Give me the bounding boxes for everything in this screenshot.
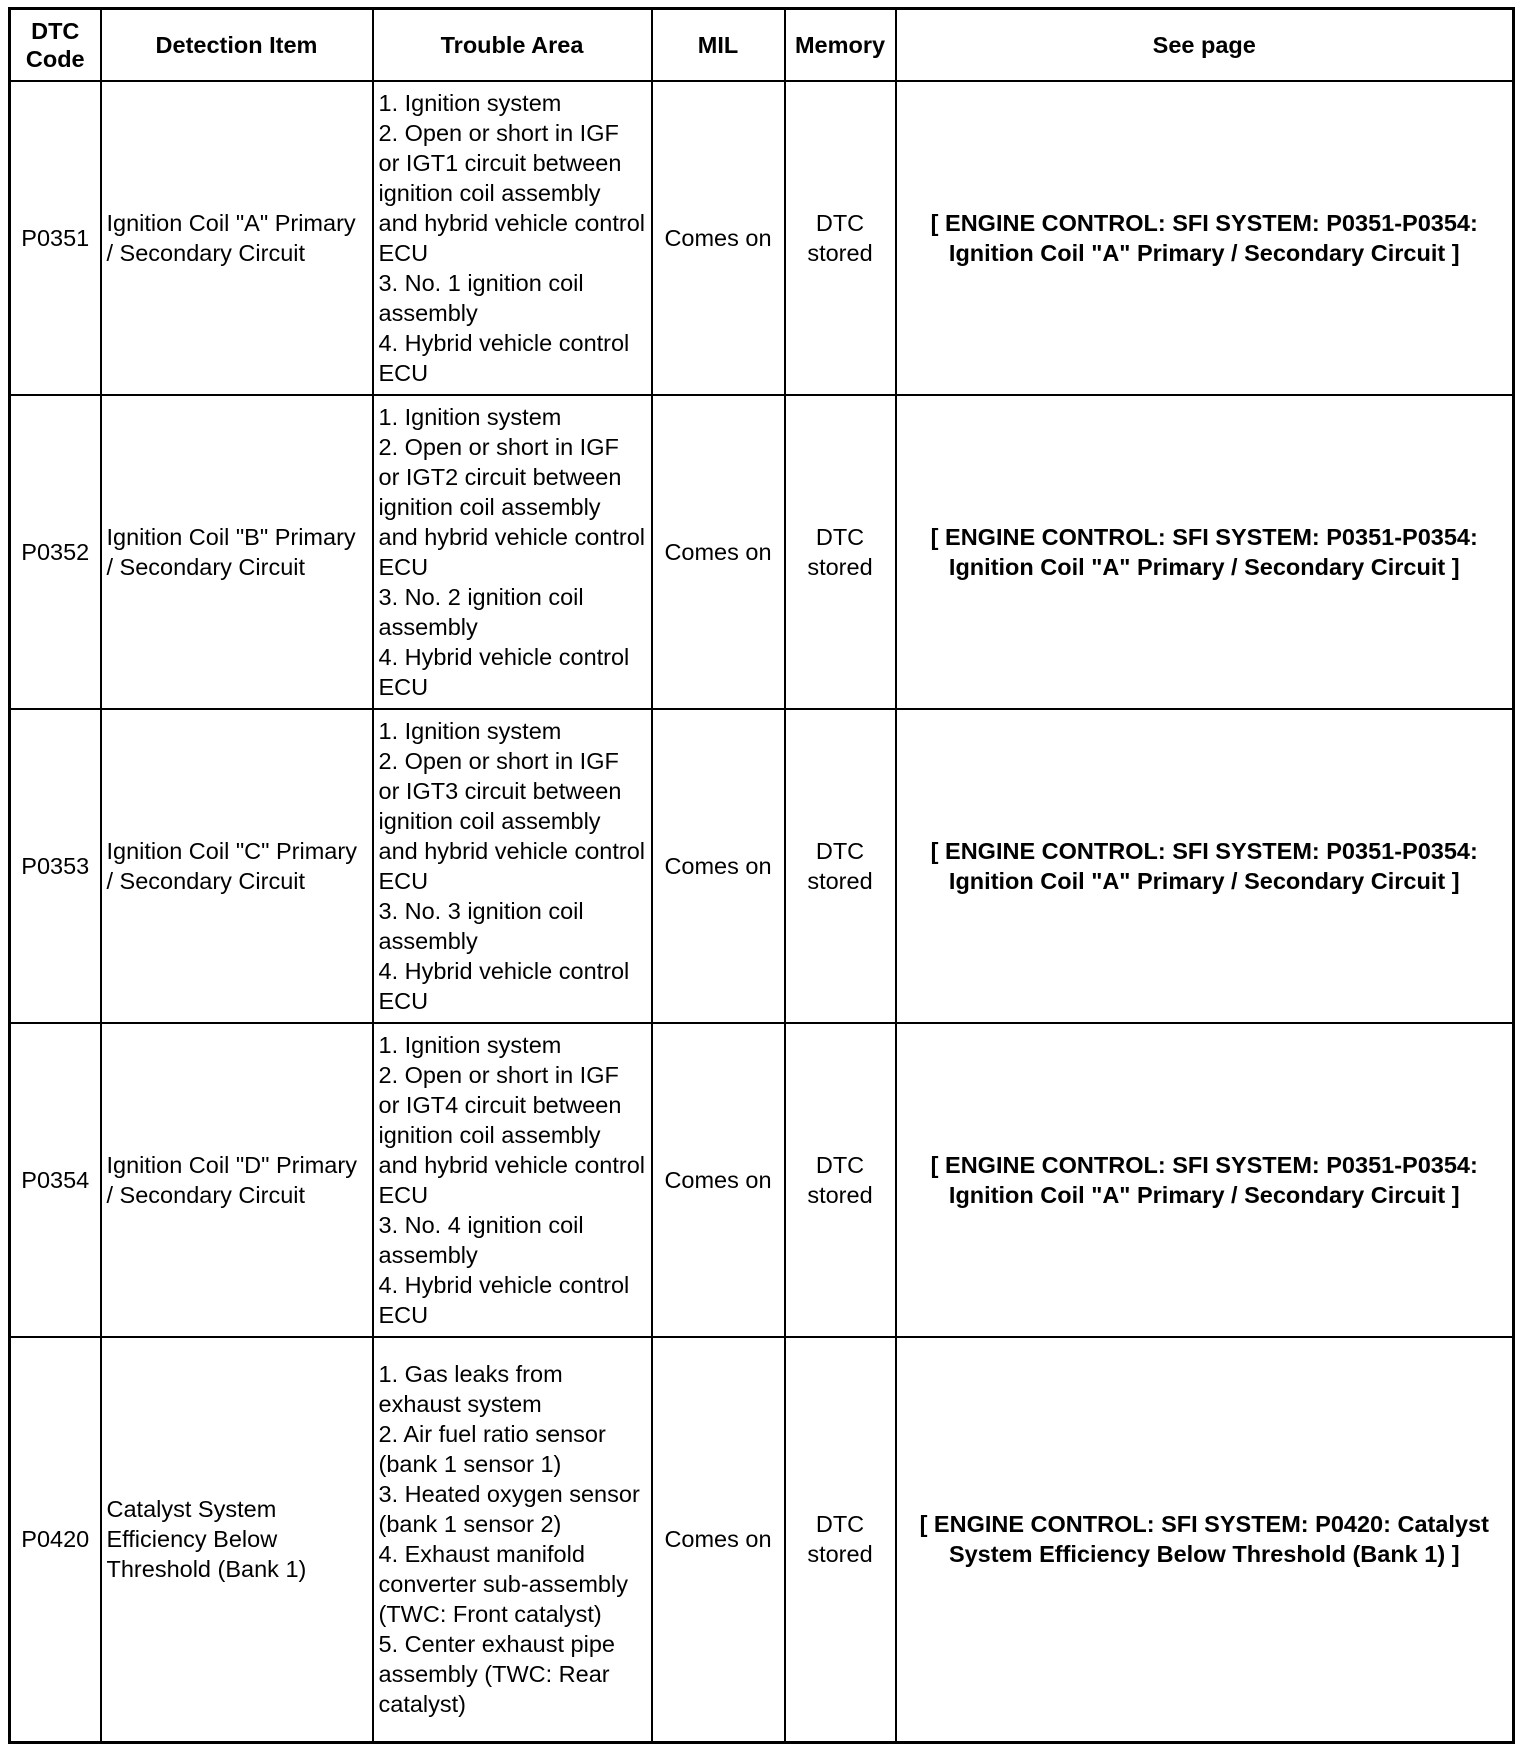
see-page-link: [ ENGINE CONTROL: SFI SYSTEM: P0351-P0354: Ignition Coil "A" Primary / Secondary Circuit ] bbox=[896, 1023, 1514, 1337]
trouble-area-cell bbox=[373, 709, 652, 1023]
memory-text: DTC bbox=[815, 1151, 865, 1178]
table-row bbox=[10, 709, 1514, 1023]
trouble-area-item: 2. Open or short in IGF or IGT4 circuit between ignition coil assembly and hybrid vehicle control ECU bbox=[378, 1061, 645, 1208]
trouble-area-item: 3. No. 3 ignition coil assembly bbox=[378, 897, 584, 954]
trouble-area-cell bbox=[373, 81, 652, 395]
trouble-area-item: 3. No. 1 ignition coil assembly bbox=[378, 269, 584, 326]
table-row bbox=[10, 395, 1514, 709]
mil-cell: Comes on bbox=[652, 1023, 785, 1337]
trouble-area-cell bbox=[373, 1337, 652, 1743]
trouble-area-cell bbox=[373, 1023, 652, 1337]
trouble-area-item: 5. Center exhaust pipe assembly (TWC: Rear catalyst) bbox=[378, 1631, 615, 1718]
trouble-area-item: 3. No. 4 ignition coil assembly bbox=[378, 1211, 584, 1268]
detection-item-cell: Ignition Coil "B" Primary / Secondary Circuit bbox=[101, 395, 373, 709]
memory-text: DTC bbox=[815, 1511, 865, 1538]
dtc-table bbox=[8, 7, 1515, 1744]
trouble-area-item: 4. Hybrid vehicle control ECU bbox=[378, 957, 630, 1014]
header-see-page: See page bbox=[896, 9, 1514, 81]
header-trouble-area: Trouble Area bbox=[373, 9, 652, 81]
dtc-code-cell: P0352 bbox=[10, 395, 101, 709]
memory-text: stored bbox=[807, 1541, 873, 1568]
dtc-code-cell: P0354 bbox=[10, 1023, 101, 1337]
trouble-area-item: 3. No. 2 ignition coil assembly bbox=[378, 583, 584, 640]
trouble-area-cell bbox=[373, 395, 652, 709]
trouble-area-item: 4. Hybrid vehicle control ECU bbox=[378, 1271, 630, 1328]
table-row bbox=[10, 1337, 1514, 1743]
memory-cell bbox=[785, 81, 896, 395]
memory-cell bbox=[785, 709, 896, 1023]
header-dtc-code bbox=[10, 9, 101, 81]
memory-text: stored bbox=[807, 867, 873, 894]
memory-cell bbox=[785, 1337, 896, 1743]
dtc-code-cell: P0351 bbox=[10, 81, 101, 395]
memory-text: stored bbox=[807, 553, 873, 580]
table-row bbox=[10, 1023, 1514, 1337]
trouble-area-item: 2. Open or short in IGF or IGT3 circuit between ignition coil assembly and hybrid vehicle control ECU bbox=[378, 747, 645, 894]
trouble-area-item: 3. Heated oxygen sensor (bank 1 sensor 2) bbox=[378, 1481, 640, 1538]
mil-cell: Comes on bbox=[652, 1337, 785, 1743]
mil-cell: Comes on bbox=[652, 81, 785, 395]
mil-cell: Comes on bbox=[652, 395, 785, 709]
trouble-area-item: 2. Air fuel ratio sensor (bank 1 sensor 1) bbox=[378, 1421, 606, 1478]
memory-text: DTC bbox=[815, 523, 865, 550]
dtc-code-cell: P0420 bbox=[10, 1337, 101, 1743]
header-row bbox=[10, 9, 1514, 81]
memory-text: stored bbox=[807, 1181, 873, 1208]
see-page-link: [ ENGINE CONTROL: SFI SYSTEM: P0420: Catalyst System Efficiency Below Threshold (Bank 1) ] bbox=[896, 1337, 1514, 1743]
table-row bbox=[10, 81, 1514, 395]
see-page-link: [ ENGINE CONTROL: SFI SYSTEM: P0351-P0354: Ignition Coil "A" Primary / Secondary Circuit ] bbox=[896, 709, 1514, 1023]
header-dtc-code-line1: DTC bbox=[31, 17, 80, 44]
memory-text: stored bbox=[807, 239, 873, 266]
see-page-link: [ ENGINE CONTROL: SFI SYSTEM: P0351-P0354: Ignition Coil "A" Primary / Secondary Circuit ] bbox=[896, 395, 1514, 709]
table-body bbox=[10, 81, 1514, 1743]
trouble-area-item: 2. Open or short in IGF or IGT1 circuit between ignition coil assembly and hybrid vehicle control ECU bbox=[378, 119, 645, 266]
trouble-area-item: 1. Ignition system bbox=[378, 717, 562, 744]
trouble-area-item: 4. Exhaust manifold converter sub-assembly (TWC: Front catalyst) bbox=[378, 1541, 628, 1628]
trouble-area-item: 1. Ignition system bbox=[378, 1031, 562, 1058]
dtc-code-cell: P0353 bbox=[10, 709, 101, 1023]
trouble-area-item: 1. Gas leaks from exhaust system bbox=[378, 1361, 563, 1418]
memory-text: DTC bbox=[815, 837, 865, 864]
detection-item-cell: Ignition Coil "C" Primary / Secondary Circuit bbox=[101, 709, 373, 1023]
detection-item-cell: Catalyst System Efficiency Below Threshold (Bank 1) bbox=[101, 1337, 373, 1743]
see-page-link: [ ENGINE CONTROL: SFI SYSTEM: P0351-P0354: Ignition Coil "A" Primary / Secondary Circuit ] bbox=[896, 81, 1514, 395]
header-memory: Memory bbox=[785, 9, 896, 81]
trouble-area-item: 2. Open or short in IGF or IGT2 circuit between ignition coil assembly and hybrid vehicle control ECU bbox=[378, 433, 645, 580]
header-dtc-code-line2: Code bbox=[25, 45, 85, 72]
detection-item-cell: Ignition Coil "D" Primary / Secondary Circuit bbox=[101, 1023, 373, 1337]
trouble-area-item: 4. Hybrid vehicle control ECU bbox=[378, 643, 630, 700]
detection-item-cell: Ignition Coil "A" Primary / Secondary Circuit bbox=[101, 81, 373, 395]
header-detection-item: Detection Item bbox=[101, 9, 373, 81]
memory-text: DTC bbox=[815, 209, 865, 236]
trouble-area-item: 1. Ignition system bbox=[378, 403, 562, 430]
header-mil: MIL bbox=[652, 9, 785, 81]
trouble-area-item: 4. Hybrid vehicle control ECU bbox=[378, 329, 630, 386]
mil-cell: Comes on bbox=[652, 709, 785, 1023]
memory-cell bbox=[785, 395, 896, 709]
trouble-area-item: 1. Ignition system bbox=[378, 89, 562, 116]
memory-cell bbox=[785, 1023, 896, 1337]
